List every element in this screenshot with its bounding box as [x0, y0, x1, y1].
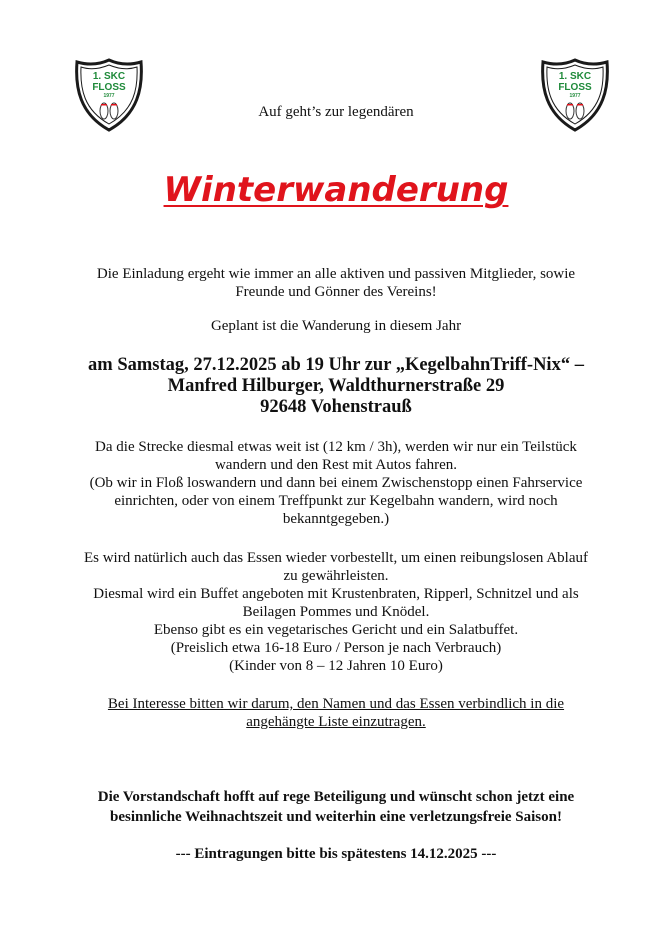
route-line: wandern und den Rest mit Autos fahren. [214, 457, 458, 473]
signup-line: Bei Interesse bitten wir darum, den Namen und das Essen verbindlich in die [107, 696, 565, 712]
event-date-line: am Samstag, 27.12.2025 ab 19 Uhr zur „KegelbahnTriff-Nix“ – [88, 355, 584, 375]
event-details [40, 355, 632, 418]
food-paragraph [40, 549, 632, 675]
food-line: Diesmal wird ein Buffet angeboten mit Krustenbraten, Ripperl, Schnitzel und als [93, 586, 579, 602]
invitation-line: Die Einladung ergeht wie immer an alle aktiven und passiven Mitglieder, sowie [96, 266, 576, 282]
route-paragraph [40, 438, 632, 528]
deadline-notice [40, 845, 632, 863]
planned-line: Geplant ist die Wanderung in diesem Jahr [210, 318, 462, 334]
logo-line2: FLOSS [92, 82, 126, 93]
route-line: bekanntgegeben.) [282, 511, 390, 527]
food-line: Beilagen Pommes und Knödel. [242, 604, 430, 620]
logo-line1: 1. SKC [558, 71, 592, 82]
closing-line: besinnliche Weihnachtszeit und weiterhin eine verletzungsfreie Saison! [110, 809, 562, 825]
route-line: (Ob wir in Floß loswandern und dann bei einem Zwischenstopp einen Fahrservice [89, 475, 583, 491]
page-title: Winterwanderung [163, 170, 509, 210]
invitation-line: Freunde und Gönner des Vereins! [235, 284, 437, 300]
food-line: Es wird natürlich auch das Essen wieder vorbestellt, um einen reibungslosen Ablauf [83, 550, 589, 566]
signup-line: angehängte Liste einzutragen. [246, 714, 426, 730]
intro-text: Auf geht’s zur legendären [258, 104, 414, 120]
logo-line1: 1. SKC [92, 71, 126, 82]
deadline-line: --- Eintragungen bitte bis spätestens 14.12.2025 --- [175, 846, 497, 862]
food-line: (Preislich etwa 16-18 Euro / Person je nach Verbrauch) [170, 640, 502, 656]
closing-paragraph [40, 787, 632, 827]
route-line: Da die Strecke diesmal etwas weit ist (12 km / 3h), werden wir nur ein Teilstück [95, 439, 577, 455]
logo-year: 1977 [569, 93, 581, 99]
invitation-paragraph [40, 265, 632, 301]
food-line: (Kinder von 8 – 12 Jahren 10 Euro) [229, 658, 443, 674]
food-line: Ebenso gibt es ein vegetarisches Gericht und ein Salatbuffet. [153, 622, 519, 638]
closing-line: Die Vorstandschaft hofft auf rege Beteiligung und wünscht schon jetzt eine [97, 789, 575, 805]
route-line: einrichten, oder von einem Treffpunkt zur Kegelbahn wandern, wird noch [114, 493, 558, 509]
food-line: zu gewährleisten. [283, 568, 389, 584]
logo-line2: FLOSS [558, 82, 592, 93]
logo-year: 1977 [103, 93, 115, 99]
event-city-line: 92648 Vohenstrauß [260, 397, 412, 417]
event-host-line: Manfred Hilburger, Waldthurnerstraße 29 [167, 376, 505, 396]
planned-text [40, 317, 632, 335]
signup-notice [40, 695, 632, 731]
